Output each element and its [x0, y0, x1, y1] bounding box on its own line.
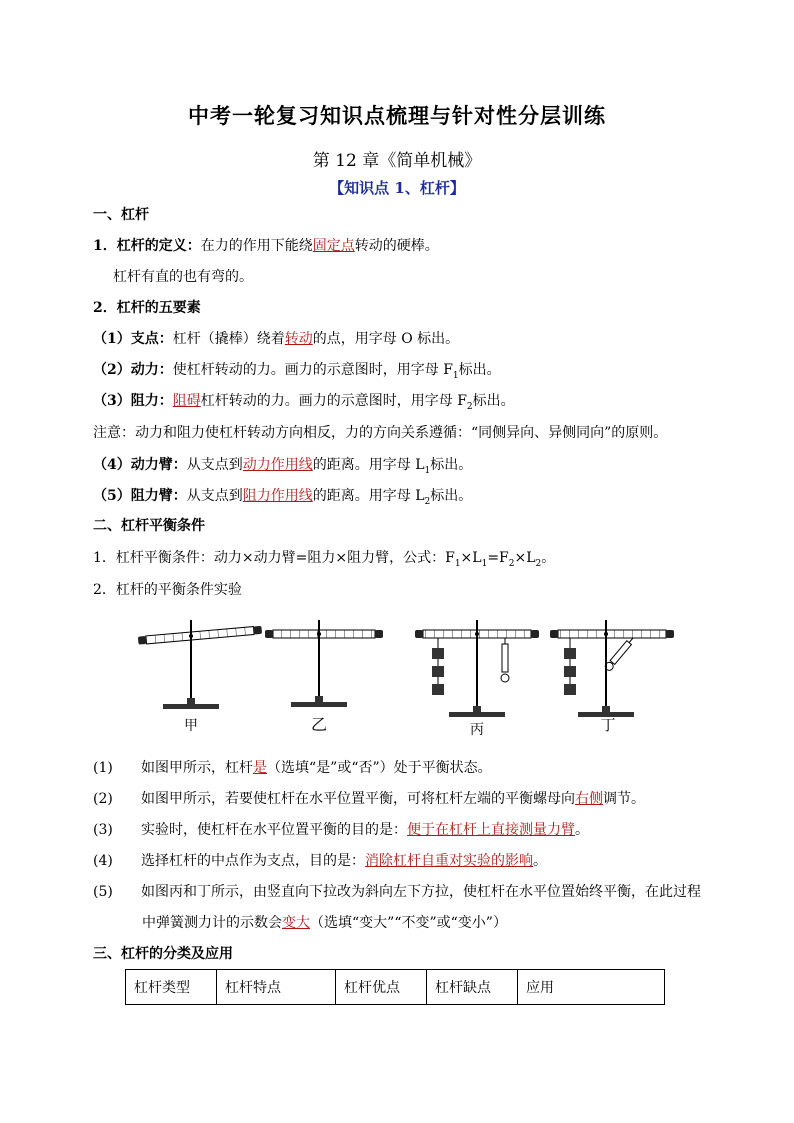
- figure-label-yi: 乙: [310, 715, 328, 734]
- experiment-heading: 2．杠杆的平衡条件实验: [93, 582, 242, 598]
- answer-eliminate-weight: 消除杠杆自重对实验的影响: [365, 853, 533, 869]
- col-lever-features: 杠杆特点: [217, 970, 336, 1005]
- effort-arm-text-c: 标出。: [430, 457, 473, 473]
- effort-arm-text-a: 从支点到: [186, 457, 243, 473]
- question-2: [93, 789, 645, 809]
- condition-times-2: ×L: [514, 550, 536, 566]
- lever-classification-table: [125, 969, 665, 1005]
- question-5-number: (5): [93, 884, 113, 900]
- question-2-number: (2): [93, 791, 113, 807]
- element-fulcrum: [93, 329, 459, 349]
- condition-sub-4: 2: [535, 558, 542, 569]
- answer-yes: 是: [253, 760, 267, 776]
- effort-arm-subscript: 1: [424, 465, 431, 476]
- condition-end: 。: [541, 550, 556, 566]
- question-3-text-a: 实验时，使杠杆在水平位置平衡的目的是：: [141, 822, 407, 838]
- resistance-label: （3）阻力：: [93, 393, 173, 409]
- page-title: 中考一轮复习知识点梳理与针对性分层训练: [188, 103, 606, 128]
- question-1: [93, 758, 492, 778]
- resistance-arm-text-b: 的距离。用字母 L: [312, 488, 425, 504]
- apparatus-ding: [550, 620, 674, 717]
- fulcrum-text-b: 的点，用字母 O 标出。: [312, 331, 460, 347]
- question-5-text-c: 中弹簧测力计的示数会: [142, 915, 282, 931]
- condition-sub-2: 1: [481, 558, 488, 569]
- question-5: [93, 882, 701, 902]
- apparatus-jia: [138, 620, 262, 709]
- question-1-text-b: （选填“是”或“否”）处于平衡状态。: [267, 760, 492, 776]
- balance-condition: [93, 548, 555, 574]
- question-3: [93, 820, 589, 840]
- condition-times-1: ×L: [460, 550, 482, 566]
- element-effort: [93, 360, 501, 386]
- condition-equals: =F: [487, 550, 509, 566]
- question-1-number: (1): [93, 760, 113, 776]
- condition-sub-1: 1: [454, 558, 461, 569]
- question-4: [93, 851, 547, 871]
- five-elements-heading: 2．杠杆的五要素: [93, 300, 201, 316]
- apparatus-bing: [415, 620, 539, 717]
- definition-text-b: 转动的硬棒。: [354, 238, 439, 254]
- effort-subscript: 1: [452, 370, 459, 381]
- table-header-row: [126, 970, 665, 1005]
- effort-arm-label: （4）动力臂：: [93, 457, 187, 473]
- answer-increase: 变大: [282, 915, 310, 931]
- question-5-text-a: 如图丙和丁所示，由竖直向下拉改为斜向左下方拉，使杠杆在水平位置始终平衡，在此过程: [141, 884, 701, 900]
- chapter-title: 第 12 章《简单机械》: [312, 151, 482, 171]
- section-3-heading: 三、杠杆的分类及应用: [93, 946, 233, 962]
- question-5-continued: [142, 913, 507, 933]
- apparatus-yi: [265, 620, 383, 707]
- answer-rotate: 转动: [284, 331, 313, 347]
- resistance-arm-text-a: 从支点到: [186, 488, 243, 504]
- answer-measure-arm: 便于在杠杆上直接测量力臂: [407, 822, 575, 838]
- effort-label: （2）动力：: [93, 362, 173, 378]
- condition-text: 1．杠杆平衡条件：动力×动力臂=阻力×阻力臂，公式：F: [93, 550, 455, 566]
- question-3-number: (3): [93, 822, 113, 838]
- question-1-text-a: 如图甲所示，杠杆: [141, 760, 253, 776]
- element-resistance: [93, 391, 515, 417]
- answer-resistance-line: 阻力作用线: [242, 488, 313, 504]
- section-1-heading: 一、杠杆: [93, 207, 149, 223]
- col-lever-advantages: 杠杆优点: [336, 970, 427, 1005]
- effort-arm-text-b: 的距离。用字母 L: [312, 457, 425, 473]
- definition-text-a: 在力的作用下能绕: [200, 238, 313, 254]
- question-4-text-b: 。: [533, 853, 547, 869]
- col-applications: 应用: [518, 970, 665, 1005]
- section-2-heading: 二、杠杆平衡条件: [93, 518, 205, 534]
- attention-note: 注意：动力和阻力使杠杆转动方向相反，力的方向关系遵循：“同侧异向、异侧同向”的原则。: [93, 425, 668, 441]
- resistance-text-b: 标出。: [472, 393, 515, 409]
- effort-text-a: 使杠杆转动的力。画力的示意图时，用字母 F: [172, 362, 453, 378]
- resistance-subscript: 2: [466, 401, 473, 412]
- element-resistance-arm: [93, 486, 472, 512]
- question-3-text-b: 。: [575, 822, 589, 838]
- question-2-text-b: 调节。: [603, 791, 645, 807]
- definition-label: 1．杠杆的定义：: [93, 238, 201, 254]
- answer-right-side: 右侧: [575, 791, 603, 807]
- figure-label-bing: 丙: [470, 722, 484, 738]
- resistance-arm-text-c: 标出。: [430, 488, 473, 504]
- lever-experiment-figure: [128, 610, 688, 750]
- figure-label-ding: 丁: [600, 716, 616, 734]
- fulcrum-label: （1）支点：: [93, 331, 173, 347]
- figure-label-jia: 甲: [184, 718, 198, 734]
- resistance-text-a: 杠杆转动的力。画力的示意图时，用字母 F: [200, 393, 467, 409]
- knowledge-point-title: 【知识点 1、杠杆】: [329, 179, 465, 197]
- col-lever-type: 杠杆类型: [126, 970, 217, 1005]
- col-lever-disadvantages: 杠杆缺点: [427, 970, 518, 1005]
- lever-note: 杠杆有直的也有弯的。: [113, 269, 253, 285]
- question-4-text-a: 选择杠杆的中点作为支点，目的是：: [141, 853, 365, 869]
- condition-sub-3: 2: [508, 558, 515, 569]
- lever-definition: [93, 236, 439, 256]
- resistance-arm-subscript: 2: [424, 496, 431, 507]
- question-2-text-a: 如图甲所示，若要使杠杆在水平位置平衡，可将杠杆左端的平衡螺母向: [141, 791, 575, 807]
- question-5-text-d: （选填“变大”“不变”或“变小”）: [310, 915, 507, 931]
- answer-fixed-point: 固定点: [312, 238, 355, 254]
- question-4-number: (4): [93, 853, 113, 869]
- resistance-arm-label: （5）阻力臂：: [93, 488, 187, 504]
- effort-text-b: 标出。: [458, 362, 501, 378]
- fulcrum-text-a: 杠杆（撬棒）绕着: [172, 331, 285, 347]
- answer-hinder: 阻碍: [172, 393, 201, 409]
- answer-effort-line: 动力作用线: [242, 457, 313, 473]
- element-effort-arm: [93, 455, 472, 481]
